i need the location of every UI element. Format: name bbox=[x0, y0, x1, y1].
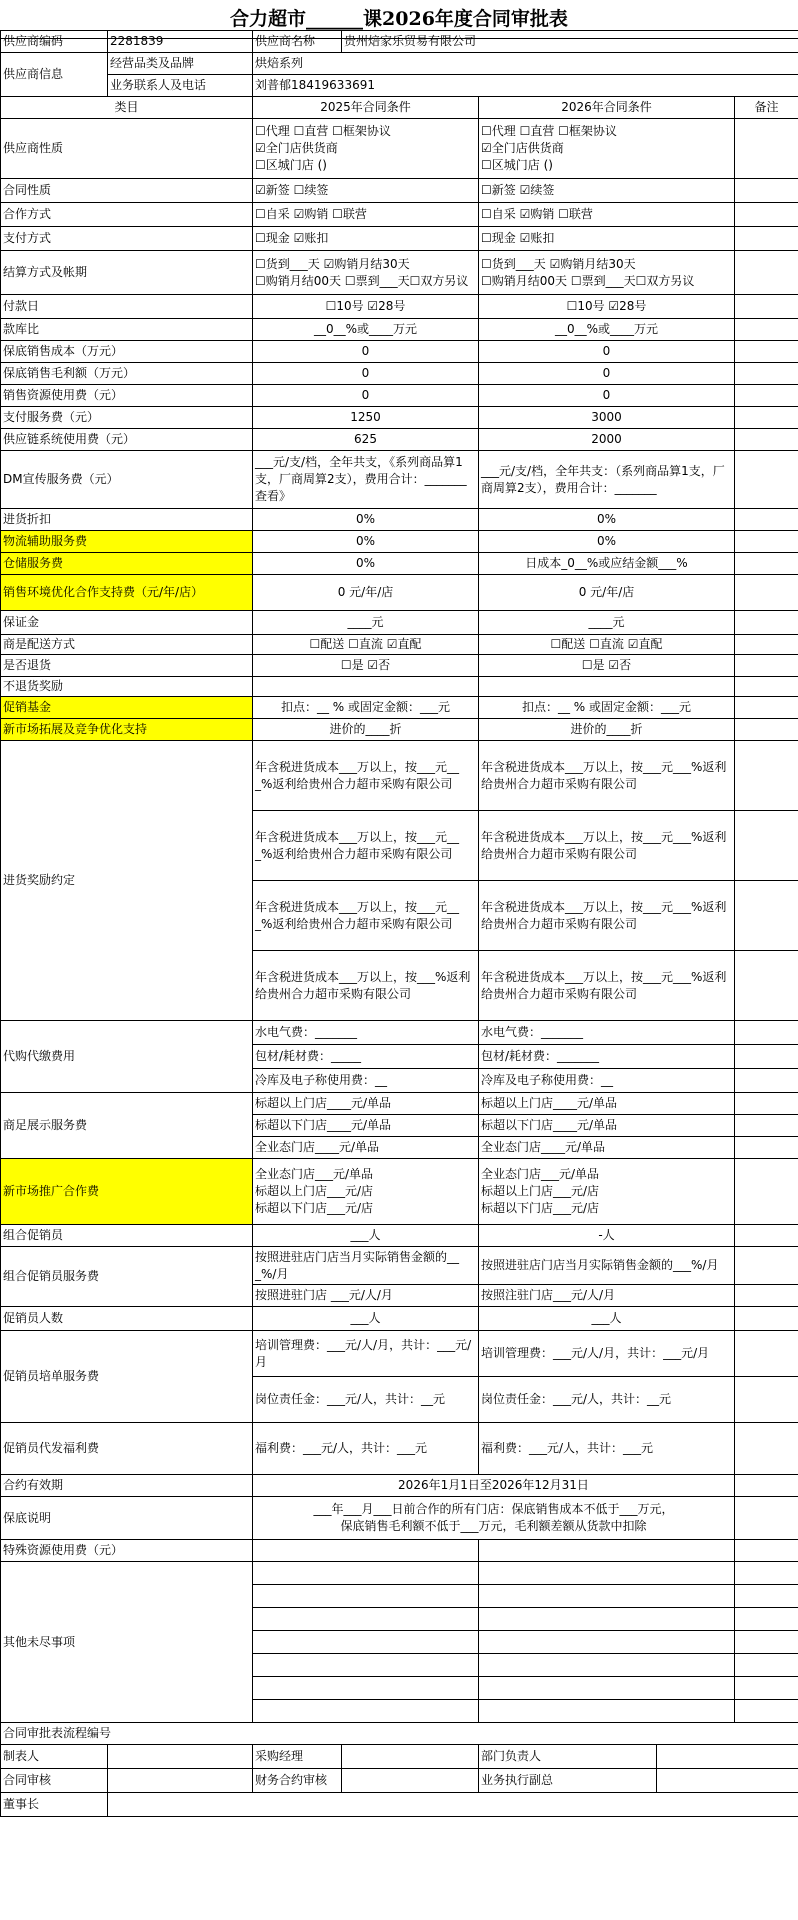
other-label: 其他未尽事项 bbox=[1, 1562, 253, 1723]
value-2025: 0 bbox=[253, 363, 479, 385]
row-label: 是否退货 bbox=[1, 655, 253, 677]
row-label: 仓储服务费 bbox=[1, 553, 253, 575]
row-label: 合作方式 bbox=[1, 203, 253, 227]
value-2026: ☐自采 ☑购销 ☐联营 bbox=[479, 203, 735, 227]
blank-cell bbox=[253, 1654, 479, 1677]
incentive-tier-2026: 年含税进货成本___万以上，按___元___%返利给贵州合力超市采购有限公司 bbox=[479, 881, 735, 951]
row-label: 商是配送方式 bbox=[1, 635, 253, 655]
validity-value: 2026年1月1日至2026年12月31日 bbox=[253, 1475, 735, 1497]
blank-cell bbox=[479, 1562, 735, 1585]
value-2025: ☐自采 ☑购销 ☐联营 bbox=[253, 203, 479, 227]
remark-cell bbox=[735, 1247, 798, 1285]
value-2026: ☐代理 ☐直营 ☐框架协议 ☑全门店供货商 ☐区城门店 () bbox=[479, 119, 735, 179]
category-label: 经营品类及品牌 bbox=[108, 53, 253, 75]
buyer-label: 采购经理 bbox=[253, 1745, 342, 1769]
training-fee-b-2026: 岗位责任金：___元/人，共计：__元 bbox=[479, 1377, 735, 1423]
value-2025: 625 bbox=[253, 429, 479, 451]
remark-cell bbox=[735, 1475, 798, 1497]
guarantee-value: ___年___月___日前合作的所有门店：保底销售成本不低于___万元， 保底销售毛利额不低于___万元，毛利额差额从货款中扣除 bbox=[253, 1497, 735, 1540]
remark-cell bbox=[735, 341, 798, 363]
remark-cell bbox=[735, 251, 798, 295]
remark-cell bbox=[735, 1307, 798, 1331]
supplier-code-label: 供应商编码 bbox=[1, 31, 108, 53]
value-2026: ____元 bbox=[479, 611, 735, 635]
remark-cell bbox=[735, 1562, 798, 1585]
dept-head-label: 部门负责人 bbox=[479, 1745, 657, 1769]
blank-cell bbox=[253, 1700, 479, 1723]
remark-cell bbox=[735, 655, 798, 677]
chairman-sign bbox=[108, 1793, 798, 1817]
value-2025: ☐货到___天 ☑购销月结30天 ☐购销月结00天 ☐票到___天☐双方另议 bbox=[253, 251, 479, 295]
row-label: 保底销售毛利额（万元） bbox=[1, 363, 253, 385]
row-label: 供应链系统使用费（元） bbox=[1, 429, 253, 451]
finance-sign bbox=[342, 1769, 479, 1793]
remark-cell bbox=[735, 697, 798, 719]
welfare-2026: 福利费：___元/人，共计：___元 bbox=[479, 1423, 735, 1475]
incentive-tier-2026: 年含税进货成本___万以上，按___元___%返利给贵州合力超市采购有限公司 bbox=[479, 951, 735, 1021]
row-label: 合同性质 bbox=[1, 179, 253, 203]
remark-cell bbox=[735, 1115, 798, 1137]
value-2025: ☐配送 ☐直流 ☑直配 bbox=[253, 635, 479, 655]
remark-cell bbox=[735, 1631, 798, 1654]
incentive-label: 进货奖励约定 bbox=[1, 741, 253, 1021]
header-remark: 备注 bbox=[735, 97, 798, 119]
finance-label: 财务合约审核 bbox=[253, 1769, 342, 1793]
row-label: 保证金 bbox=[1, 611, 253, 635]
row-label: 款库比 bbox=[1, 319, 253, 341]
row-label: 销售环境优化合作支持费（元/年/店） bbox=[1, 575, 253, 611]
value-2026 bbox=[479, 677, 735, 697]
value-2026: 日成本_0__%或应结金额___% bbox=[479, 553, 735, 575]
remark-cell bbox=[735, 1137, 798, 1159]
blank-cell bbox=[479, 1700, 735, 1723]
incentive-tier-2026: 年含税进货成本___万以上，按___元___%返利给贵州合力超市采购有限公司 bbox=[479, 741, 735, 811]
remark-cell bbox=[735, 881, 798, 951]
promoter-fee-a-2025: 按照进驻店门店当月实际销售金额的___%/月 bbox=[253, 1247, 479, 1285]
value-2026: ☐是 ☑否 bbox=[479, 655, 735, 677]
row-label: 付款日 bbox=[1, 295, 253, 319]
blank-cell bbox=[253, 1677, 479, 1700]
approval-table bbox=[0, 30, 798, 1817]
value-2025: __0__%或____万元 bbox=[253, 319, 479, 341]
maker-sign bbox=[108, 1745, 253, 1769]
remark-cell bbox=[735, 451, 798, 509]
remark-cell bbox=[735, 677, 798, 697]
remark-cell bbox=[735, 1069, 798, 1093]
row-label: DM宣传服务费（元） bbox=[1, 451, 253, 509]
remark-cell bbox=[735, 295, 798, 319]
value-2025: 0 元/年/店 bbox=[253, 575, 479, 611]
row-label: 结算方式及帐期 bbox=[1, 251, 253, 295]
value-2025: 1250 bbox=[253, 407, 479, 429]
promoter-2026: -人 bbox=[479, 1225, 735, 1247]
value-2026: 0% bbox=[479, 509, 735, 531]
remark-cell bbox=[735, 1540, 798, 1562]
remark-cell bbox=[735, 1608, 798, 1631]
training-fee-a-2025: 培训管理费：___元/人/月，共计：___元/月 bbox=[253, 1331, 479, 1377]
maker-label: 制表人 bbox=[1, 1745, 108, 1769]
blank-cell bbox=[479, 1585, 735, 1608]
header-item: 类目 bbox=[1, 97, 253, 119]
header-2026: 2026年合同条件 bbox=[479, 97, 735, 119]
remark-cell bbox=[735, 319, 798, 341]
row-label: 物流辅助服务费 bbox=[1, 531, 253, 553]
value-2025: 进价的____折 bbox=[253, 719, 479, 741]
remark-cell bbox=[735, 429, 798, 451]
value-2025: ☐现金 ☑账扣 bbox=[253, 227, 479, 251]
value-2026: 0 bbox=[479, 341, 735, 363]
remark-cell bbox=[735, 611, 798, 635]
agency-fee-2025: 冷库及电子称使用费：__ bbox=[253, 1069, 479, 1093]
value-2025: ☐是 ☑否 bbox=[253, 655, 479, 677]
remark-cell bbox=[735, 203, 798, 227]
remark-cell bbox=[735, 741, 798, 811]
promoter-count-2025: ___人 bbox=[253, 1307, 479, 1331]
blank-cell bbox=[479, 1654, 735, 1677]
row-label: 销售资源使用费（元） bbox=[1, 385, 253, 407]
display-fee-2025: 标超以下门店____元/单品 bbox=[253, 1115, 479, 1137]
incentive-tier-2025: 年含税进货成本___万以上，按___元___%返利给贵州合力超市采购有限公司 bbox=[253, 811, 479, 881]
remark-cell bbox=[735, 1159, 798, 1225]
display-fee-2025: 标超以上门店____元/单品 bbox=[253, 1093, 479, 1115]
row-label: 供应商性质 bbox=[1, 119, 253, 179]
agency-fee-2026: 水电气费：_______ bbox=[479, 1021, 735, 1045]
remark-cell bbox=[735, 811, 798, 881]
remark-cell bbox=[735, 1225, 798, 1247]
training-fee-a-2026: 培训管理费：___元/人/月，共计：___元/月 bbox=[479, 1331, 735, 1377]
incentive-tier-2025: 年含税进货成本___万以上，按___元___%返利给贵州合力超市采购有限公司 bbox=[253, 881, 479, 951]
remark-cell bbox=[735, 1677, 798, 1700]
welfare-label: 促销员代发福利费 bbox=[1, 1423, 253, 1475]
agency-fee-2026: 冷库及电子称使用费：__ bbox=[479, 1069, 735, 1093]
remark-cell bbox=[735, 635, 798, 655]
agency-fee-2026: 包材/耗材费：_______ bbox=[479, 1045, 735, 1069]
row-label: 不退货奖励 bbox=[1, 677, 253, 697]
agency-fee-2025: 包材/耗材费：_____ bbox=[253, 1045, 479, 1069]
value-2026: ☐现金 ☑账扣 bbox=[479, 227, 735, 251]
row-label: 进货折扣 bbox=[1, 509, 253, 531]
validity-label: 合约有效期 bbox=[1, 1475, 253, 1497]
remark-cell bbox=[735, 509, 798, 531]
blank-cell bbox=[253, 1585, 479, 1608]
contact-value: 刘普郁18419633691 bbox=[253, 75, 798, 97]
remark-cell bbox=[735, 1654, 798, 1677]
value-2026: 扣点：__ % 或固定金额：___元 bbox=[479, 697, 735, 719]
review-label: 合同审核 bbox=[1, 1769, 108, 1793]
dept-head-sign bbox=[657, 1745, 798, 1769]
remark-cell bbox=[735, 227, 798, 251]
remark-cell bbox=[735, 385, 798, 407]
remark-cell bbox=[735, 1093, 798, 1115]
incentive-tier-2025: 年含税进货成本___万以上，按___%返利给贵州合力超市采购有限公司 bbox=[253, 951, 479, 1021]
supplier-code-value: 2281839 bbox=[108, 31, 253, 53]
training-fee-b-2025: 岗位责任金：___元/人，共计：__元 bbox=[253, 1377, 479, 1423]
remark-cell bbox=[735, 119, 798, 179]
remark-cell bbox=[735, 1700, 798, 1723]
vp-sign bbox=[657, 1769, 798, 1793]
row-label: 新市场拓展及竞争优化支持 bbox=[1, 719, 253, 741]
promoter-fee-a-2026: 按照进驻店门店当月实际销售金额的___%/月 bbox=[479, 1247, 735, 1285]
market-fee-label: 新市场推广合作费 bbox=[1, 1159, 253, 1225]
promoter-fee-label: 组合促销员服务费 bbox=[1, 1247, 253, 1307]
value-2025: ___元/支/档，全年共支，《系列商品算1支，厂商周算2支），费用合计：_______查看》 bbox=[253, 451, 479, 509]
welfare-2025: 福利费：___元/人，共计：___元 bbox=[253, 1423, 479, 1475]
promoter-2025: ___人 bbox=[253, 1225, 479, 1247]
value-2025: ____元 bbox=[253, 611, 479, 635]
agency-fee-2025: 水电气费：_______ bbox=[253, 1021, 479, 1045]
value-2026: ☐配送 ☐直流 ☑直配 bbox=[479, 635, 735, 655]
value-2026: ___元/支/档，全年共支：（系列商品算1支，厂商周算2支），费用合计：_______ bbox=[479, 451, 735, 509]
supplier-name-label: 供应商名称 bbox=[253, 31, 342, 53]
remark-cell bbox=[735, 531, 798, 553]
blank-cell bbox=[253, 1540, 479, 1562]
display-fee-2026: 标超以上门店____元/单品 bbox=[479, 1093, 735, 1115]
contact-label: 业务联系人及电话 bbox=[108, 75, 253, 97]
value-2026: 0 元/年/店 bbox=[479, 575, 735, 611]
value-2026: __0__%或____万元 bbox=[479, 319, 735, 341]
market-fee-2025: 全业态门店___元/单品 标超以上门店___元/店 标超以下门店___元/店 bbox=[253, 1159, 479, 1225]
value-2025: 0% bbox=[253, 553, 479, 575]
row-label: 支付服务费（元） bbox=[1, 407, 253, 429]
value-2026: 0 bbox=[479, 385, 735, 407]
display-fee-label: 商足展示服务费 bbox=[1, 1093, 253, 1159]
value-2026: ☐新签 ☑续签 bbox=[479, 179, 735, 203]
remark-cell bbox=[735, 1497, 798, 1540]
promoter-count-2026: ___人 bbox=[479, 1307, 735, 1331]
category-value: 烘焙系列 bbox=[253, 53, 798, 75]
remark-cell bbox=[735, 407, 798, 429]
guarantee-label: 保底说明 bbox=[1, 1497, 253, 1540]
value-2025: ☐代理 ☐直营 ☐框架协议 ☑全门店供货商 ☐区城门店 () bbox=[253, 119, 479, 179]
remark-cell bbox=[735, 553, 798, 575]
blank-cell bbox=[479, 1540, 735, 1562]
blank-cell bbox=[479, 1631, 735, 1654]
value-2025: ☐10号 ☑28号 bbox=[253, 295, 479, 319]
blank-cell bbox=[479, 1608, 735, 1631]
promoter-fee-b-2025: 按照进驻门店 ___元/人/月 bbox=[253, 1285, 479, 1307]
flow-number-label: 合同审批表流程编号 bbox=[1, 1723, 798, 1745]
special-fee-label: 特殊资源使用费（元） bbox=[1, 1540, 253, 1562]
agency-fee-label: 代购代缴费用 bbox=[1, 1021, 253, 1093]
row-label: 促销基金 bbox=[1, 697, 253, 719]
remark-cell bbox=[735, 719, 798, 741]
incentive-tier-2026: 年含税进货成本___万以上，按___元___%返利给贵州合力超市采购有限公司 bbox=[479, 811, 735, 881]
value-2026: 0 bbox=[479, 363, 735, 385]
vp-label: 业务执行副总 bbox=[479, 1769, 657, 1793]
remark-cell bbox=[735, 1285, 798, 1307]
value-2025: 扣点：__ % 或固定金额：___元 bbox=[253, 697, 479, 719]
remark-cell bbox=[735, 1021, 798, 1045]
row-label: 保底销售成本（万元） bbox=[1, 341, 253, 363]
market-fee-2026: 全业态门店___元/单品 标超以上门店___元/店 标超以下门店___元/店 bbox=[479, 1159, 735, 1225]
remark-cell bbox=[735, 363, 798, 385]
chairman-label: 董事长 bbox=[1, 1793, 108, 1817]
blank-cell bbox=[253, 1631, 479, 1654]
value-2025 bbox=[253, 677, 479, 697]
training-fee-label: 促销员培单服务费 bbox=[1, 1331, 253, 1423]
remark-cell bbox=[735, 179, 798, 203]
header-2025: 2025年合同条件 bbox=[253, 97, 479, 119]
remark-cell bbox=[735, 951, 798, 1021]
value-2026: ☐10号 ☑28号 bbox=[479, 295, 735, 319]
value-2026: 2000 bbox=[479, 429, 735, 451]
blank-cell bbox=[253, 1562, 479, 1585]
remark-cell bbox=[735, 575, 798, 611]
remark-cell bbox=[735, 1585, 798, 1608]
remark-cell bbox=[735, 1045, 798, 1069]
value-2025: 0 bbox=[253, 341, 479, 363]
value-2025: 0% bbox=[253, 509, 479, 531]
supplier-info-label: 供应商信息 bbox=[1, 53, 108, 97]
promoter-label: 组合促销员 bbox=[1, 1225, 253, 1247]
display-fee-2025: 全业态门店____元/单品 bbox=[253, 1137, 479, 1159]
display-fee-2026: 全业态门店____元/单品 bbox=[479, 1137, 735, 1159]
supplier-name-value: 贵州焙家乐贸易有限公司 bbox=[342, 31, 798, 53]
value-2026: 3000 bbox=[479, 407, 735, 429]
review-sign bbox=[108, 1769, 253, 1793]
remark-cell bbox=[735, 1377, 798, 1423]
promoter-fee-b-2026: 按照注驻门店___元/人/月 bbox=[479, 1285, 735, 1307]
display-fee-2026: 标超以下门店____元/单品 bbox=[479, 1115, 735, 1137]
promoter-count-label: 促销员人数 bbox=[1, 1307, 253, 1331]
remark-cell bbox=[735, 1331, 798, 1377]
value-2026: 0% bbox=[479, 531, 735, 553]
value-2026: ☐货到___天 ☑购销月结30天 ☐购销月结00天 ☐票到___天☐双方另议 bbox=[479, 251, 735, 295]
sheet-title: 合力超市______课2026年度合同审批表 bbox=[0, 0, 798, 39]
incentive-tier-2025: 年含税进货成本___万以上，按___元___%返利给贵州合力超市采购有限公司 bbox=[253, 741, 479, 811]
value-2025: 0 bbox=[253, 385, 479, 407]
row-label: 支付方式 bbox=[1, 227, 253, 251]
value-2025: ☑新签 ☐续签 bbox=[253, 179, 479, 203]
blank-cell bbox=[253, 1608, 479, 1631]
blank-cell bbox=[479, 1677, 735, 1700]
remark-cell bbox=[735, 1423, 798, 1475]
buyer-sign bbox=[342, 1745, 479, 1769]
value-2026: 进价的____折 bbox=[479, 719, 735, 741]
value-2025: 0% bbox=[253, 531, 479, 553]
